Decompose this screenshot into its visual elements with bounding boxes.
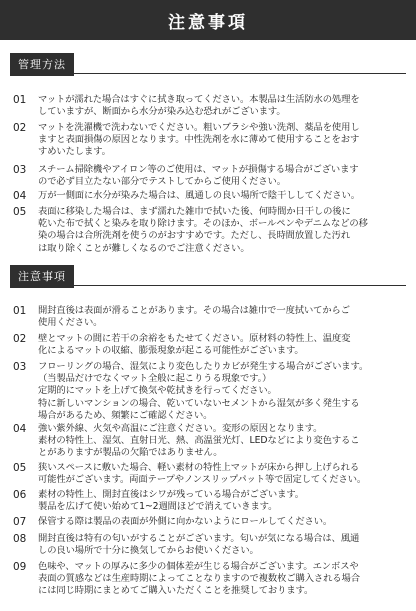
item-number: 05 (13, 462, 27, 474)
item-number: 05 (13, 206, 27, 218)
section-divider (10, 73, 406, 74)
item-text: フローリングの場合、湿気により変色したりカビが発生する場合がございます。 （当製品だけでなくマット全般に起こりうる現象です。） 定期的にマットを上げて換気や乾拭きを行ってください。 特に新しいマンションの場合、乾いていないセメントから湿気が多く発生する 場合があるため、頻繁にご確認ください。 (38, 361, 369, 421)
item-text: 開封直後は表面が滑ることがあります。その場合は雑巾で一度拭いてからご 使用ください。 (38, 305, 350, 329)
item-number: 03 (13, 361, 27, 373)
item-text: 素材の特性上、開封直後はシワが残っている場合がございます。 製品を広げて使い始めて1~2週間ほどで消えていきます。 (38, 489, 304, 513)
page-header (0, 0, 416, 40)
item-number: 04 (13, 423, 27, 435)
item-text: 壁とマットの間に若干の余裕をもたせてください。原材料の特性上、温度変 化によるマットの収縮、膨張現象が起こる可能性がございます。 (38, 333, 351, 357)
item-text: 表面に移染した場合は、まず濡れた雑巾で拭いた後、何時間か日干しの後に 乾いた布で拭くと染みを取り除けます。そのほか、ボールペンやデニムなどの移 染の場合は合所洗剤を使うのがおすすめです。ただし、長時間放置した汚れ は取り除くことが難しくなるのでご注意ください。 (38, 206, 368, 254)
item-text: 強い紫外線、火気や高温にご注意ください。変形の原因となります。 素材の特性上、湿気、直射日光、熱、高温蛍光灯、LEDなどにより変色するこ とがありますが製品の欠陥ではありません。 (38, 423, 360, 459)
item-text: マットを洗濯機で洗わないでください。粗いブラシや強い洗剤、薬品を使用し ますと表面損傷の原因となります。中性洗剤を水に薄めて使用することをおす すめいたします。 (38, 122, 360, 158)
item-text: スチーム掃除機やアイロン等のご使用は、マットが損傷する場合がございます ので必ず目立たない部分でテストしてからご使用ください。 (38, 164, 359, 188)
section-tag: 注意事項 (10, 265, 74, 288)
item-text: マットが濡れた場合はすぐに拭き取ってください。本製品は生活防水の処理を していますが、断面から水分が染み込む恐れがございます。 (38, 94, 360, 118)
item-number: 03 (13, 164, 27, 176)
section-divider (10, 285, 406, 286)
item-text: 狭いスペースに敷いた場合、軽い素材の特性上マットが床から押し上げられる 可能性がございます。両面テープやノンスリップパット等で固定してください。 (38, 462, 367, 486)
item-number: 09 (13, 561, 27, 573)
item-number: 06 (13, 489, 27, 501)
item-text: 保管する際は製品の表面が外側に向かないようにロールしてください。 (38, 516, 333, 527)
item-number: 07 (13, 516, 27, 528)
item-number: 01 (13, 94, 27, 106)
page-title: 注意事項 (168, 12, 248, 33)
item-text: 開封直後は特有の匂いがすることがございます。匂いが気になる場合は、風通 しの良い場所で十分に換気してからお使いください。 (38, 533, 360, 557)
section-tag: 管理方法 (10, 53, 74, 76)
item-number: 01 (13, 305, 27, 317)
item-number: 04 (13, 190, 27, 202)
item-text: 万が一側面に水分が染みた場合は、風通しの良い場所で陰干ししてください。 (38, 190, 360, 201)
item-number: 02 (13, 122, 27, 134)
item-text: 色味や、マットの厚みに多少の個体差が生じる場合がございます。エンボスや 表面の質感などは生産時期によってことなりますので複数枚ご購入される場合 には同じ時期にまとめてご購入いただくことを推奨しております。 (38, 561, 360, 597)
item-number: 08 (13, 533, 27, 545)
item-number: 02 (13, 333, 27, 345)
